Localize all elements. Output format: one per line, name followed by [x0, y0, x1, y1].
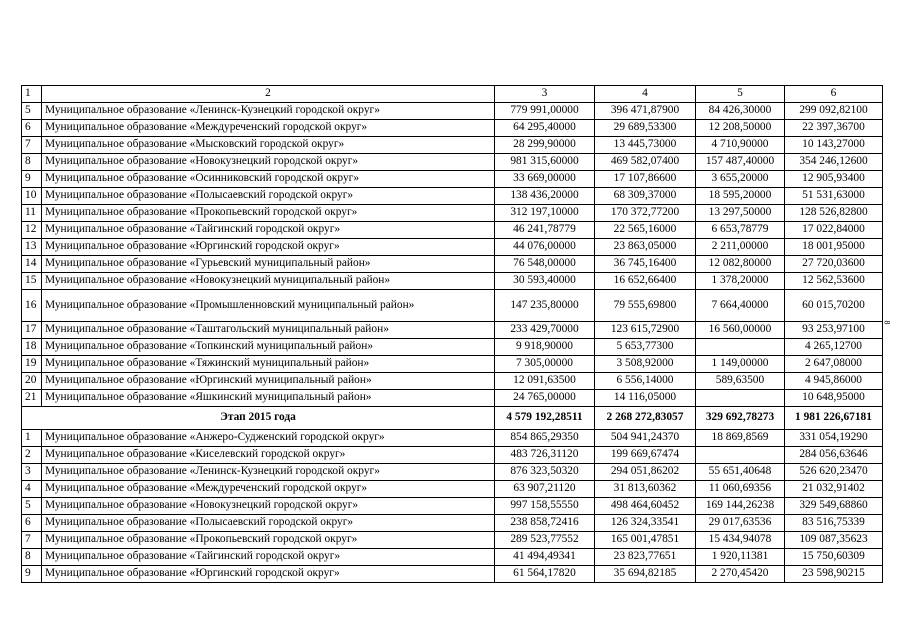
value-col-5: 15 434,94078	[696, 532, 785, 549]
table-row	[22, 256, 883, 273]
row-number: 9	[22, 566, 42, 583]
header-row	[22, 86, 883, 103]
value-col-4: 79 555,69800	[595, 290, 696, 322]
municipality-name: Муниципальное образование «Ленинск-Кузнецкий городской округ»	[42, 103, 495, 120]
table-row	[22, 205, 883, 222]
value-col-3: 12 091,63500	[495, 373, 595, 390]
value-col-4: 35 694,82185	[595, 566, 696, 583]
value-col-5	[696, 447, 785, 464]
municipality-name: Муниципальное образование «Новокузнецкий муниципальный район»	[42, 273, 495, 290]
municipality-name: Муниципальное образование «Таштагольский муниципальный район»	[42, 322, 495, 339]
municipality-name: Муниципальное образование «Юргинский муниципальный район»	[42, 373, 495, 390]
value-col-5: 4 710,90000	[696, 137, 785, 154]
municipality-name: Муниципальное образование «Юргинский городской округ»	[42, 239, 495, 256]
table-row	[22, 430, 883, 447]
table-row	[22, 239, 883, 256]
value-col-5: 169 144,26238	[696, 498, 785, 515]
value-col-6: 12 905,93400	[785, 171, 883, 188]
table-row	[22, 373, 883, 390]
value-col-6: 60 015,70200	[785, 290, 883, 322]
value-col-6: 51 531,63000	[785, 188, 883, 205]
row-number: 9	[22, 171, 42, 188]
value-col-5: 1 378,20000	[696, 273, 785, 290]
table-row	[22, 447, 883, 464]
table-row	[22, 566, 883, 583]
table-row	[22, 222, 883, 239]
header-cell-5: 5	[696, 86, 785, 103]
value-col-3: 76 548,00000	[495, 256, 595, 273]
municipality-name: Муниципальное образование «Прокопьевский городской округ»	[42, 532, 495, 549]
row-number: 3	[22, 464, 42, 481]
header-cell-2: 2	[42, 86, 495, 103]
value-col-6: 21 032,91402	[785, 481, 883, 498]
value-col-5: 157 487,40000	[696, 154, 785, 171]
table-row	[22, 498, 883, 515]
table-row	[22, 154, 883, 171]
value-col-6: 329 549,68860	[785, 498, 883, 515]
value-col-5	[696, 390, 785, 407]
stage-total-col-5: 329 692,78273	[696, 407, 785, 430]
table-row	[22, 188, 883, 205]
value-col-5: 13 297,50000	[696, 205, 785, 222]
municipality-name: Муниципальное образование «Топкинский муниципальный район»	[42, 339, 495, 356]
value-col-4: 498 464,60452	[595, 498, 696, 515]
value-col-3: 238 858,72416	[495, 515, 595, 532]
table-row	[22, 120, 883, 137]
value-col-4: 68 309,37000	[595, 188, 696, 205]
municipality-name: Муниципальное образование «Тайгинский городской округ»	[42, 549, 495, 566]
value-col-3: 147 235,80000	[495, 290, 595, 322]
value-col-4: 396 471,87900	[595, 103, 696, 120]
value-col-6: 354 246,12600	[785, 154, 883, 171]
row-number: 21	[22, 390, 42, 407]
value-col-5: 3 655,20000	[696, 171, 785, 188]
value-col-5: 1 920,11381	[696, 549, 785, 566]
value-col-6: 23 598,90215	[785, 566, 883, 583]
value-col-5: 16 560,00000	[696, 322, 785, 339]
value-col-5: 6 653,78779	[696, 222, 785, 239]
header-cell-3: 3	[495, 86, 595, 103]
value-col-4: 199 669,67474	[595, 447, 696, 464]
table-row	[22, 532, 883, 549]
row-number: 13	[22, 239, 42, 256]
value-col-4: 17 107,86600	[595, 171, 696, 188]
municipality-name: Муниципальное образование «Юргинский городской округ»	[42, 566, 495, 583]
value-col-4: 123 615,72900	[595, 322, 696, 339]
stage-total-col-4: 2 268 272,83057	[595, 407, 696, 430]
value-col-3: 7 305,00000	[495, 356, 595, 373]
table-row	[22, 103, 883, 120]
value-col-6: 27 720,03600	[785, 256, 883, 273]
value-col-5	[696, 339, 785, 356]
value-col-3: 46 241,78779	[495, 222, 595, 239]
stage-total-row	[22, 407, 883, 430]
value-col-6: 18 001,95000	[785, 239, 883, 256]
value-col-3: 41 494,49341	[495, 549, 595, 566]
value-col-5: 2 270,45420	[696, 566, 785, 583]
value-col-3: 138 436,20000	[495, 188, 595, 205]
value-col-5: 12 208,50000	[696, 120, 785, 137]
table-row	[22, 356, 883, 373]
row-number: 10	[22, 188, 42, 205]
value-col-3: 24 765,00000	[495, 390, 595, 407]
value-col-4: 165 001,47851	[595, 532, 696, 549]
value-col-4: 36 745,16400	[595, 256, 696, 273]
municipality-name: Муниципальное образование «Промышленновский муниципальный район»	[42, 290, 495, 322]
row-number: 7	[22, 532, 42, 549]
row-number: 8	[22, 549, 42, 566]
municipality-name: Муниципальное образование «Междуреченский городской округ»	[42, 120, 495, 137]
row-number: 1	[22, 430, 42, 447]
value-col-3: 61 564,17820	[495, 566, 595, 583]
row-number: 12	[22, 222, 42, 239]
value-col-4: 22 565,16000	[595, 222, 696, 239]
table-row	[22, 464, 883, 481]
municipality-name: Муниципальное образование «Полысаевский городской округ»	[42, 188, 495, 205]
table-row	[22, 339, 883, 356]
value-col-3: 28 299,90000	[495, 137, 595, 154]
value-col-6: 10 143,27000	[785, 137, 883, 154]
municipality-name: Муниципальное образование «Киселевский городской округ»	[42, 447, 495, 464]
value-col-6: 299 092,82100	[785, 103, 883, 120]
value-col-6: 128 526,82800	[785, 205, 883, 222]
value-col-5: 12 082,80000	[696, 256, 785, 273]
value-col-5: 18 595,20000	[696, 188, 785, 205]
value-col-3: 63 907,21120	[495, 481, 595, 498]
row-number: 18	[22, 339, 42, 356]
row-number: 20	[22, 373, 42, 390]
value-col-3: 779 991,00000	[495, 103, 595, 120]
municipality-name: Муниципальное образование «Новокузнецкий городской округ»	[42, 154, 495, 171]
value-col-5: 29 017,63536	[696, 515, 785, 532]
table-row	[22, 515, 883, 532]
value-col-6: 4 265,12700	[785, 339, 883, 356]
value-col-3: 64 295,40000	[495, 120, 595, 137]
value-col-4: 3 508,92000	[595, 356, 696, 373]
value-col-5: 55 651,40648	[696, 464, 785, 481]
value-col-3: 30 593,40000	[495, 273, 595, 290]
value-col-6: 109 087,35623	[785, 532, 883, 549]
value-col-6: 83 516,75339	[785, 515, 883, 532]
row-number: 16	[22, 290, 42, 322]
row-number: 5	[22, 498, 42, 515]
value-col-3: 981 315,60000	[495, 154, 595, 171]
value-col-4: 16 652,66400	[595, 273, 696, 290]
value-col-6: 331 054,19290	[785, 430, 883, 447]
row-number: 4	[22, 481, 42, 498]
municipality-name: Муниципальное образование «Осинниковский городской округ»	[42, 171, 495, 188]
row-number: 14	[22, 256, 42, 273]
value-col-3: 33 669,00000	[495, 171, 595, 188]
row-number: 5	[22, 103, 42, 120]
value-col-3: 44 076,00000	[495, 239, 595, 256]
municipality-name: Муниципальное образование «Полысаевский городской округ»	[42, 515, 495, 532]
row-number: 11	[22, 205, 42, 222]
table-row	[22, 137, 883, 154]
page-number: 8	[882, 320, 892, 325]
table-row	[22, 290, 883, 322]
value-col-6: 4 945,86000	[785, 373, 883, 390]
municipality-name: Муниципальное образование «Новокузнецкий городской округ»	[42, 498, 495, 515]
municipality-name: Муниципальное образование «Тяжинский муниципальный район»	[42, 356, 495, 373]
value-col-4: 31 813,60362	[595, 481, 696, 498]
value-col-6: 10 648,95000	[785, 390, 883, 407]
value-col-6: 93 253,97100	[785, 322, 883, 339]
municipality-name: Муниципальное образование «Гурьевский муниципальный район»	[42, 256, 495, 273]
document-table	[21, 85, 883, 583]
municipality-name: Муниципальное образование «Яшкинский муниципальный район»	[42, 390, 495, 407]
value-col-4: 14 116,05000	[595, 390, 696, 407]
value-col-5: 84 426,30000	[696, 103, 785, 120]
value-col-4: 23 863,05000	[595, 239, 696, 256]
row-number: 8	[22, 154, 42, 171]
header-cell-6: 6	[785, 86, 883, 103]
value-col-4: 13 445,73000	[595, 137, 696, 154]
municipality-name: Муниципальное образование «Ленинск-Кузнецкий городской округ»	[42, 464, 495, 481]
value-col-3: 854 865,29350	[495, 430, 595, 447]
value-col-5: 589,63500	[696, 373, 785, 390]
value-col-4: 126 324,33541	[595, 515, 696, 532]
value-col-4: 294 051,86202	[595, 464, 696, 481]
stage-total-col-6: 1 981 226,67181	[785, 407, 883, 430]
value-col-6: 12 562,53600	[785, 273, 883, 290]
municipality-name: Муниципальное образование «Мысковский городской округ»	[42, 137, 495, 154]
value-col-5: 18 869,8569	[696, 430, 785, 447]
header-cell-4: 4	[595, 86, 696, 103]
row-number: 15	[22, 273, 42, 290]
value-col-4: 170 372,77200	[595, 205, 696, 222]
municipality-name: Муниципальное образование «Анжеро-Судженский городской округ»	[42, 430, 495, 447]
value-col-6: 22 397,36700	[785, 120, 883, 137]
table-row	[22, 171, 883, 188]
table-row	[22, 481, 883, 498]
value-col-3: 312 197,10000	[495, 205, 595, 222]
value-col-4: 504 941,24370	[595, 430, 696, 447]
row-number: 2	[22, 447, 42, 464]
value-col-3: 997 158,55550	[495, 498, 595, 515]
value-col-5: 1 149,00000	[696, 356, 785, 373]
value-col-5: 7 664,40000	[696, 290, 785, 322]
header-cell-1: 1	[22, 86, 42, 103]
value-col-6: 17 022,84000	[785, 222, 883, 239]
row-number: 19	[22, 356, 42, 373]
row-number: 17	[22, 322, 42, 339]
value-col-4: 23 823,77651	[595, 549, 696, 566]
value-col-5: 2 211,00000	[696, 239, 785, 256]
value-col-4: 5 653,77300	[595, 339, 696, 356]
table-row	[22, 549, 883, 566]
row-number: 6	[22, 120, 42, 137]
value-col-4: 6 556,14000	[595, 373, 696, 390]
value-col-3: 9 918,90000	[495, 339, 595, 356]
municipality-name: Муниципальное образование «Междуреченский городской округ»	[42, 481, 495, 498]
value-col-6: 526 620,23470	[785, 464, 883, 481]
value-col-4: 29 689,53300	[595, 120, 696, 137]
value-col-6: 2 647,08000	[785, 356, 883, 373]
table-row	[22, 390, 883, 407]
value-col-5: 11 060,69356	[696, 481, 785, 498]
value-col-3: 233 429,70000	[495, 322, 595, 339]
municipality-name: Муниципальное образование «Прокопьевский городской округ»	[42, 205, 495, 222]
table-row	[22, 322, 883, 339]
stage-label: Этап 2015 года	[22, 407, 495, 430]
table-row	[22, 273, 883, 290]
value-col-3: 483 726,31120	[495, 447, 595, 464]
value-col-3: 289 523,77552	[495, 532, 595, 549]
stage-total-col-3: 4 579 192,28511	[495, 407, 595, 430]
value-col-3: 876 323,50320	[495, 464, 595, 481]
value-col-6: 15 750,60309	[785, 549, 883, 566]
municipality-name: Муниципальное образование «Тайгинский городской округ»	[42, 222, 495, 239]
value-col-4: 469 582,07400	[595, 154, 696, 171]
row-number: 6	[22, 515, 42, 532]
row-number: 7	[22, 137, 42, 154]
value-col-6: 284 056,63646	[785, 447, 883, 464]
